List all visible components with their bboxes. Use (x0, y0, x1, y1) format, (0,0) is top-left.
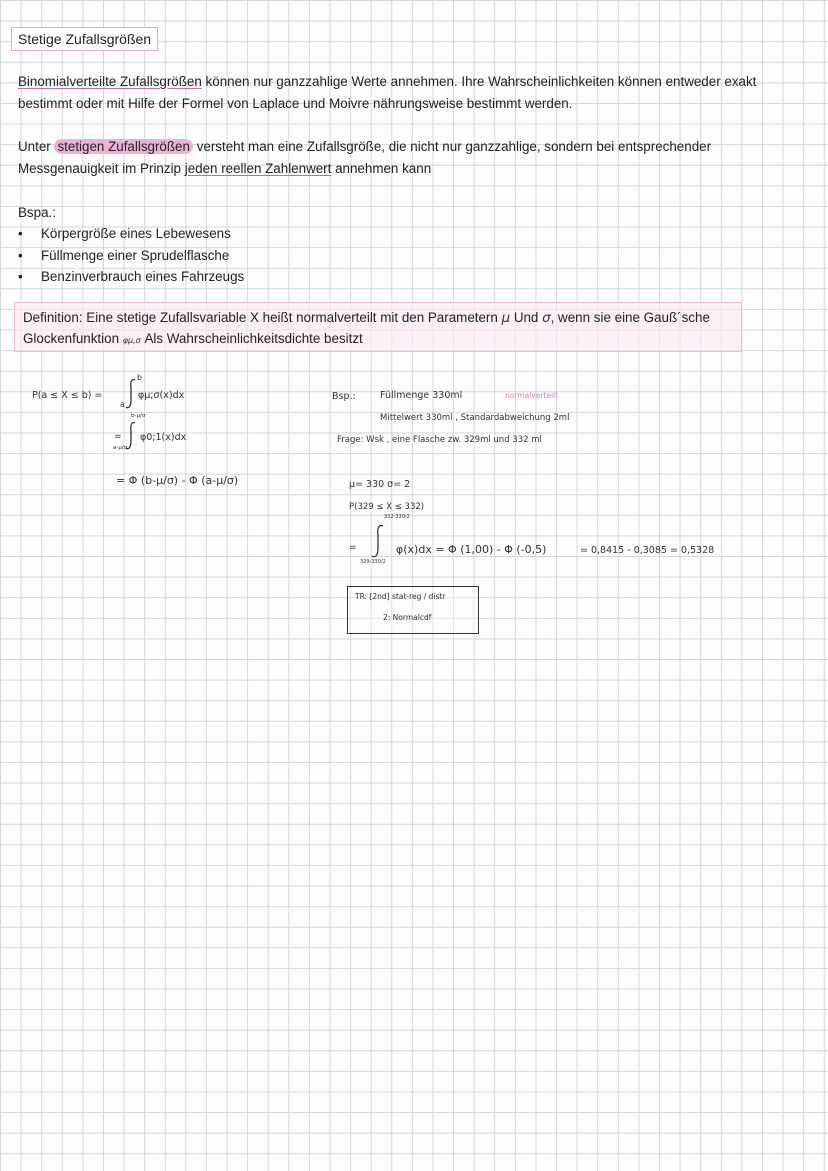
sigma-symbol: σ (542, 311, 551, 326)
paragraph-stetig (18, 136, 711, 179)
paragraph-binomial (18, 71, 756, 114)
bullet-icon: • (18, 269, 23, 284)
phi-symbol: φμ,σ (122, 336, 141, 345)
hw-probability: P(329 ≤ X ≤ 332) (349, 502, 425, 512)
hw-parameters: μ= 330 σ= 2 (349, 479, 411, 490)
definition-text-2: Glockenfunktion (23, 331, 123, 346)
hw-tr-line2: 2: Normalcdf (383, 613, 432, 622)
integral-sign-3-icon (370, 524, 386, 560)
paragraph-binomial-line1 (18, 71, 756, 93)
definition-und: Und (510, 310, 543, 325)
hw-mittelwert: Mittelwert 330ml , Standardabweichung 2ml (380, 413, 570, 423)
list-item (18, 245, 244, 267)
hw-tr-line1: TR: [2nd] stat-reg / distr (355, 592, 446, 601)
list-item-text: Füllmenge einer Sprudelflasche (41, 247, 230, 263)
hw-equals-2: = (114, 432, 122, 442)
list-item (18, 223, 244, 245)
hw-integrand-2: φ0;1(x)dx (140, 432, 187, 443)
hw-upper-limit-2: b-μ/σ (131, 413, 146, 419)
hw-lower-a: a (120, 400, 125, 409)
hw-phi-difference: = Φ (b-μ/σ) - Φ (a-μ/σ) (116, 474, 239, 487)
hw-lower-limit-2: a-μ/σ (113, 445, 128, 451)
hw-equals: = (349, 543, 357, 553)
page-title: Stetige Zufallsgrößen (11, 27, 158, 51)
hw-bsp-label: Bsp.: (332, 391, 356, 402)
examples-heading: Bspa.: (18, 205, 56, 220)
list-item-text: Benzinverbrauch eines Fahrzeugs (41, 269, 245, 284)
paragraph-stetig-pre: Unter (18, 139, 55, 154)
bullet-icon: • (18, 247, 23, 263)
hw-integral-result: φ(x)dx = Φ (1,00) - Φ (-0,5) (396, 543, 547, 556)
hw-frage: Frage: Wsk , eine Flasche zw. 329ml und 332 ml (337, 435, 542, 445)
definition-text-2-end: Als Wahrscheinlichkeitsdichte besitzt (140, 331, 363, 346)
hw-fuellmenge: Füllmenge 330ml (380, 390, 463, 401)
reeller-zahlenwert-term: jeden reellen Zahlenwert (184, 160, 332, 176)
bullet-icon: • (18, 226, 23, 241)
list-item (18, 266, 244, 288)
hw-numeric-result: = 0,8415 - 0,3085 = 0,5328 (580, 545, 715, 556)
hw-probability-lhs: P(a ≤ X ≤ b) = (32, 390, 103, 401)
hw-integrand-1: φμ;σ(x)dx (138, 390, 185, 401)
definition-line2 (23, 331, 363, 346)
paragraph-stetig-line2 (18, 158, 711, 180)
list-item-text: Körpergröße eines Lebewesens (41, 226, 231, 241)
integral-sign-1-icon (124, 378, 138, 410)
paragraph-stetig-line1 (18, 136, 711, 158)
mu-symbol: μ (501, 311, 511, 326)
definition-text-end: , wenn sie eine Gauß´sche (550, 310, 710, 325)
binomial-term: Binomialverteilte Zufallsgrößen (18, 74, 202, 89)
integral-sign-2-icon (124, 421, 138, 451)
paragraph-binomial-text: können nur ganzzahlige Werte annehmen. Ihre Wahrscheinlichkeiten können entweder exakt (201, 74, 757, 89)
hw-lower-limit: 329-330/2 (360, 559, 386, 565)
paragraph-stetig-line2-pre: Messgenauigkeit im Prinzip (18, 160, 185, 176)
examples-list (18, 223, 244, 288)
paragraph-stetig-line2-post: annehmen kann (331, 160, 432, 176)
definition-line1 (23, 310, 710, 326)
definition-text: Definition: Eine stetige Zufallsvariable X heißt normalverteilt mit den Parametern (23, 310, 502, 325)
hw-upper-limit: 332-330/2 (384, 514, 410, 520)
paragraph-binomial-line2: bestimmt oder mit Hilfe der Formel von Laplace und Moivre nährungsweise bestimmt werden. (18, 95, 573, 111)
hw-upper-b: b (137, 373, 143, 382)
hw-normalverteilt: normalverteilt (505, 391, 559, 400)
highlight-stetige-zufallsgroessen: stetigen Zufallsgrößen (54, 139, 193, 154)
paragraph-stetig-text: versteht man eine Zufallsgröße, die nicht nur ganzzahlige, sondern bei entsprechender (192, 139, 712, 154)
